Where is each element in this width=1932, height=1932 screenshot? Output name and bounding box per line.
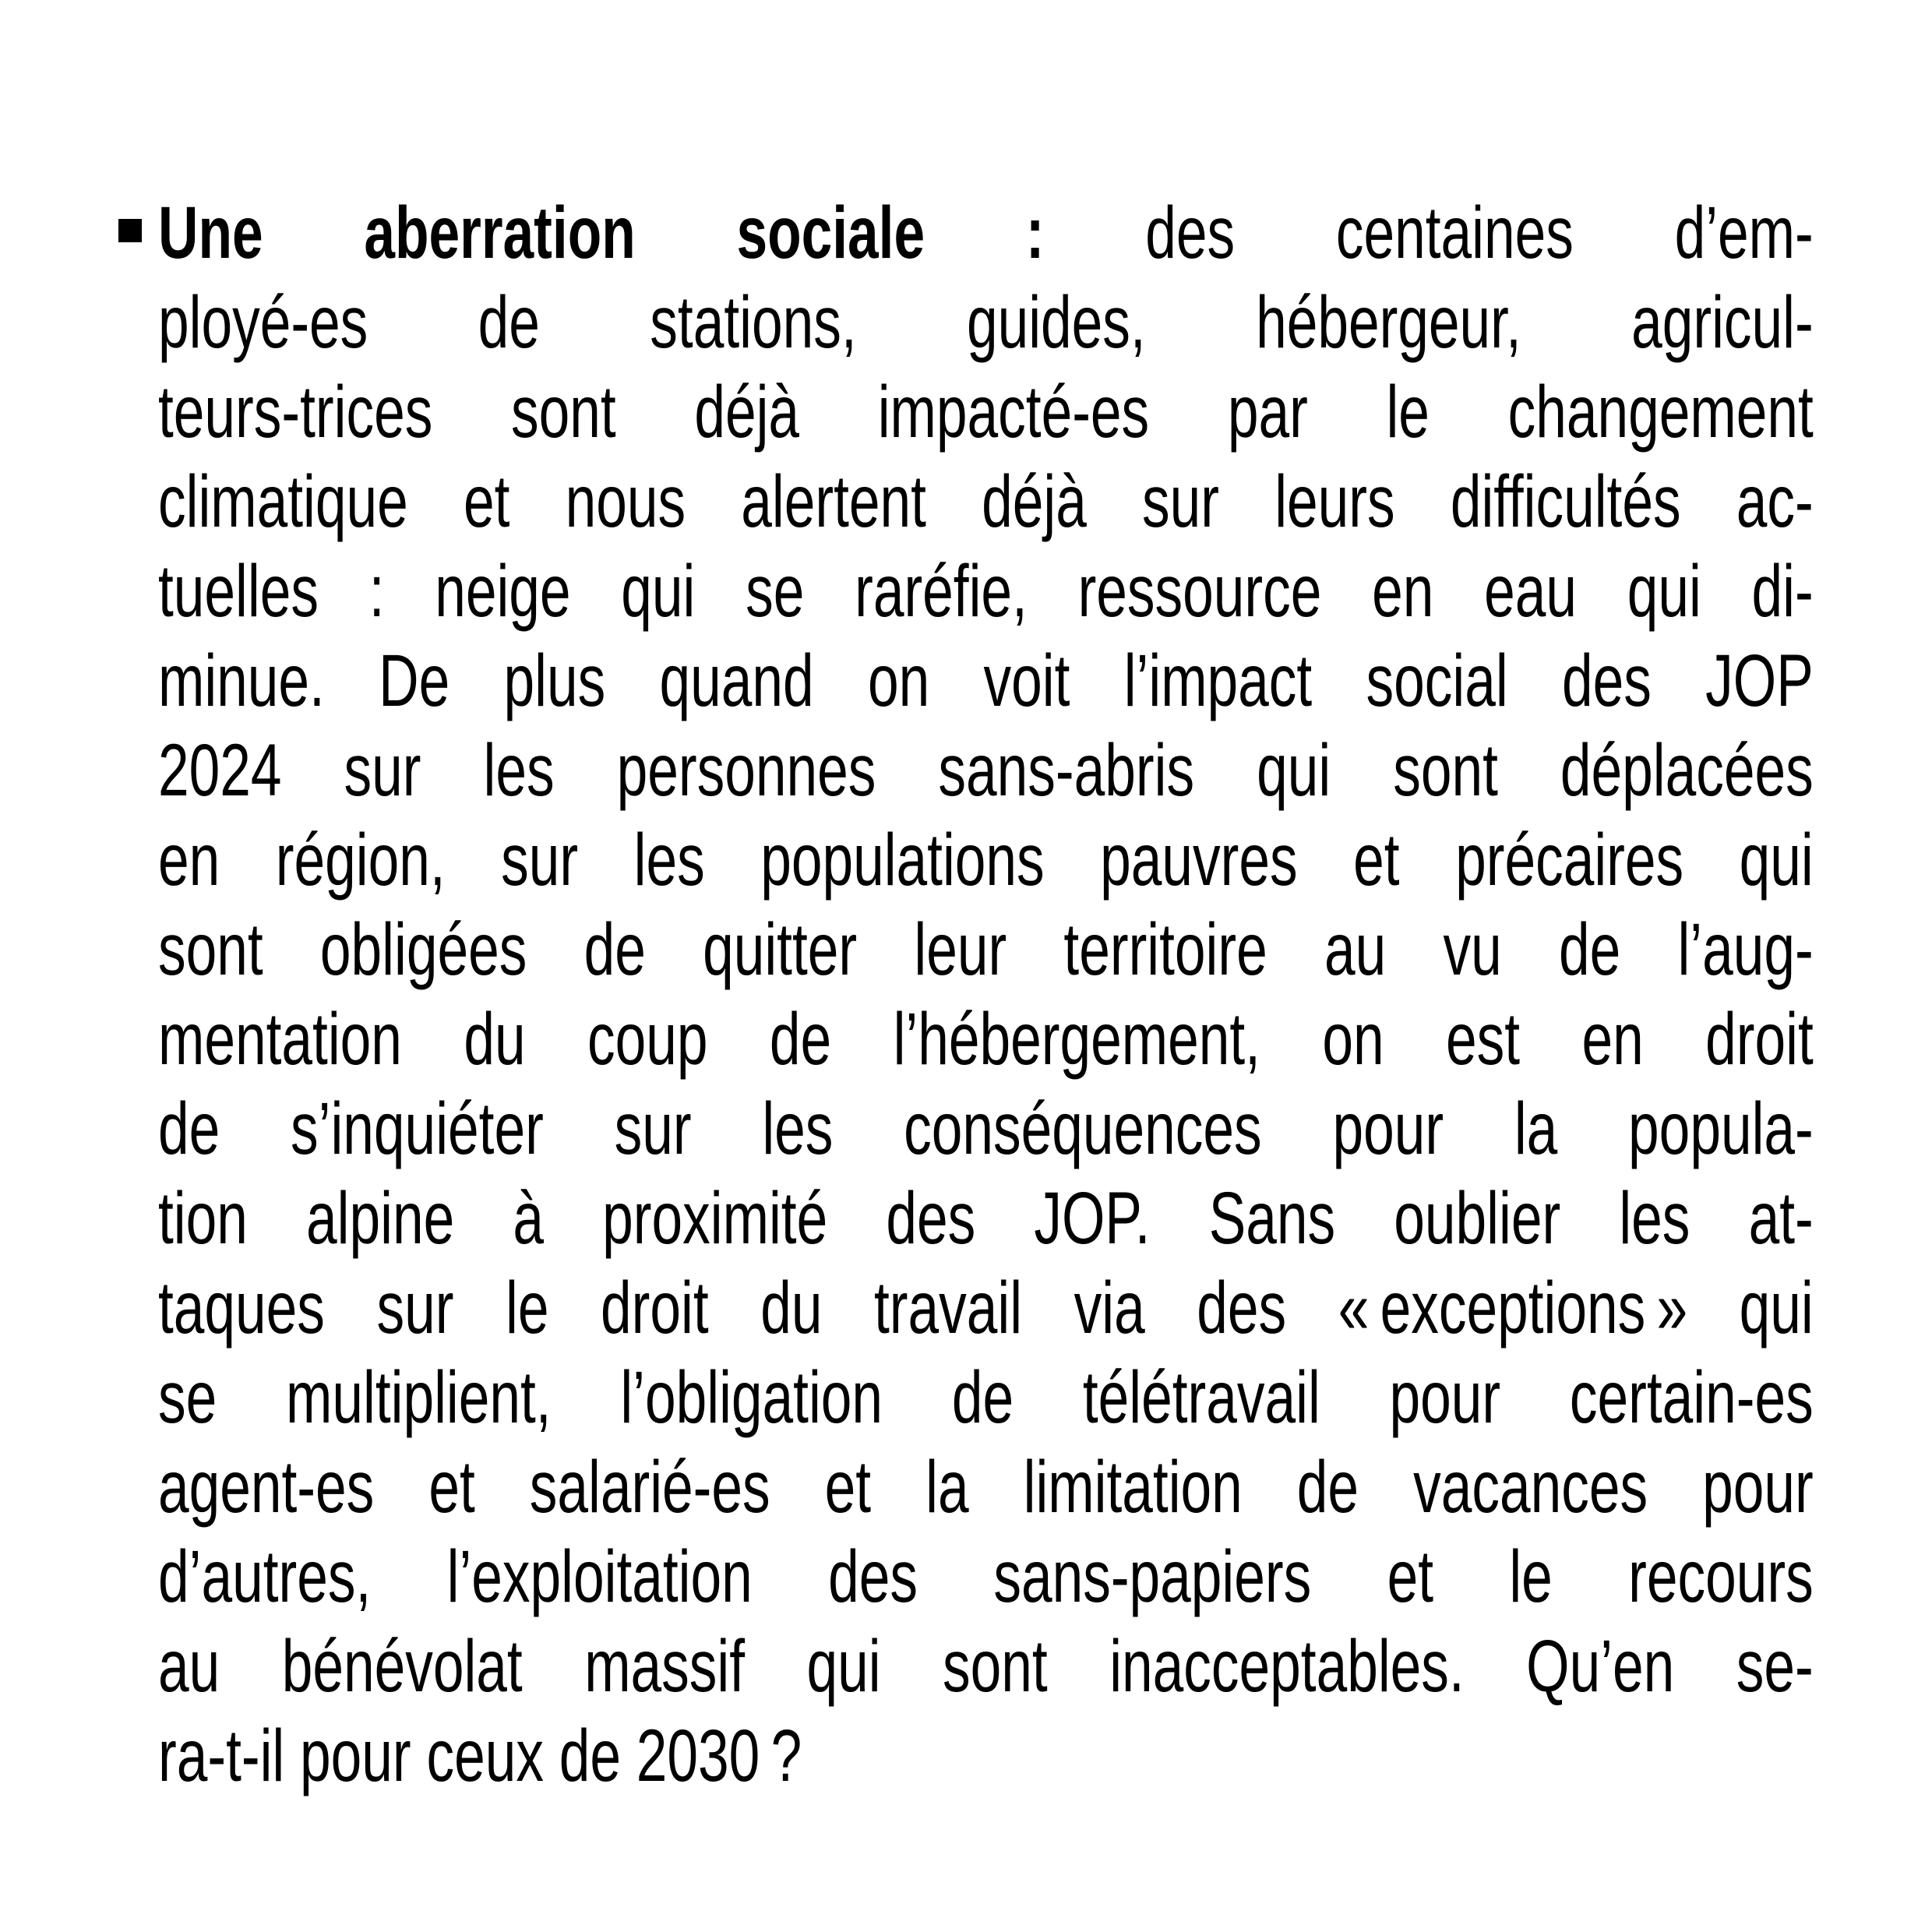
paragraph-lead-bold: Une aberration sociale : (158, 192, 1045, 274)
paragraph-line: sont obligées de quitter leur territoire au vu de l’aug- (158, 908, 1814, 991)
paragraph-line: de s’inquiéter sur les conséquences pour la popula- (158, 1088, 1814, 1170)
paragraph-line: 2024 sur les personnes sans-abris qui sont déplacées (158, 729, 1814, 812)
paragraph-line: tion alpine à proximité des JOP. Sans oublier les at- (158, 1177, 1814, 1260)
paragraph-line: taques sur le droit du travail via des « exceptions » qui (158, 1267, 1814, 1349)
text-column (158, 189, 1814, 1801)
paragraph-line-1 (158, 189, 1814, 278)
paragraph-line: mentation du coup de l’hébergement, on est en droit (158, 998, 1814, 1081)
paragraph-line: se multiplient, l’obligation de télétravail pour certain-es (158, 1356, 1814, 1439)
paragraph-line: agent-es et salarié-es et la limitation de vacances pour (158, 1446, 1814, 1528)
paragraph-line-1-text: des centaines d’em- (1044, 192, 1814, 274)
paragraph-line: en région, sur les populations pauvres et précaires qui (158, 819, 1814, 901)
paragraph-line: ployé-es de stations, guides, hébergeur, agricul- (158, 281, 1814, 364)
paragraph-line: minue. De plus quand on voit l’impact social des JOP (158, 640, 1814, 722)
paragraph-line: au bénévolat massif qui sont inacceptables. Qu’en se- (158, 1625, 1814, 1708)
paragraph-line: climatique et nous alertent déjà sur leurs difficultés ac- (158, 460, 1814, 543)
paragraph-une-aberration-sociale (158, 189, 1814, 1801)
paragraph-line: teurs-trices sont déjà impacté-es par le changement (158, 371, 1814, 453)
square-bullet-icon (118, 219, 142, 242)
paragraph-line: tuelles : neige qui se raréfie, ressource en eau qui di- (158, 550, 1814, 633)
paragraph-line: d’autres, l’exploitation des sans-papiers et le recours (158, 1535, 1814, 1618)
paragraph-line-last: ra-t-il pour ceux de 2030 ? (158, 1715, 802, 1797)
